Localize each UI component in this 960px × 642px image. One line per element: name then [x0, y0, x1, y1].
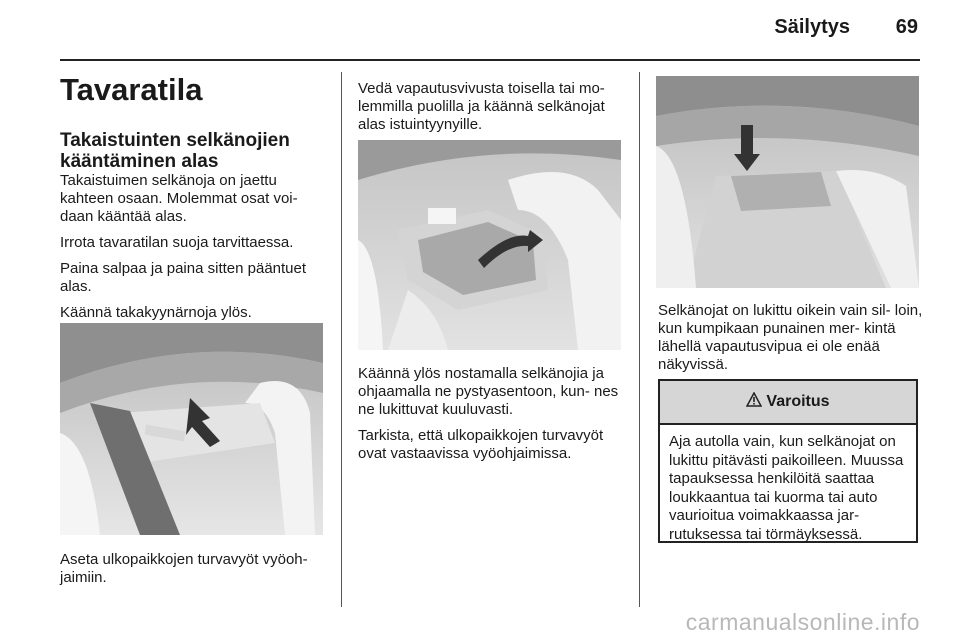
warning-box	[658, 379, 918, 543]
column-2-text-top	[358, 80, 628, 142]
column-divider-1	[341, 72, 342, 607]
illustration-armrest	[60, 323, 323, 535]
column-divider-2	[639, 72, 640, 607]
page-header-title: Säilytys	[774, 16, 850, 38]
warning-triangle-icon	[746, 392, 762, 412]
paragraph: Käännä ylös nostamalla selkänojia ja ohjaamalla ne pystyasentoon, kun- nes ne lukittuvat kuuluvasti.	[358, 365, 619, 418]
paragraph: Paina salpaa ja paina sitten pääntuet alas.	[60, 260, 307, 295]
paragraph: Vedä vapautusvivusta toisella tai mo- lemmilla puolilla ja käännä selkänojat alas istuintyynyille.	[358, 80, 605, 133]
column-1-caption	[60, 551, 330, 595]
warning-text: Aja autolla vain, kun selkänojat on lukittu pitävästi paikoilleen. Muussa tapauksessa henkilöitä saattaa loukkaantua tai kuorma tai auto vaurioitua voimakkaassa jar- rutuksessa tai törmäyksessä.	[669, 433, 904, 543]
page-number: 69	[895, 16, 918, 38]
paragraph: Selkänojat on lukittu oikein vain sil- loin, kun kumpikaan punainen mer- kintä lähellä vapautusvipua ei ole enää näkyvissä.	[658, 302, 923, 373]
illustration-lock-indicator	[656, 76, 919, 288]
section-title: Tavaratila	[60, 72, 203, 107]
column-2-text-bottom	[358, 365, 628, 471]
paragraph: Tarkista, että ulkopaikkojen turvavyöt ovat vastaavissa vyöohjaimissa.	[358, 427, 604, 462]
warning-title: Varoitus	[766, 393, 830, 410]
paragraph: Irrota tavaratilan suoja tarvittaessa.	[60, 234, 294, 251]
column-1-text	[60, 130, 330, 330]
illustration-release-lever	[358, 140, 621, 350]
paragraph: Aseta ulkopaikkojen turvavyöt vyöoh- jaimiin.	[60, 551, 308, 586]
column-3-text	[658, 302, 923, 382]
watermark: carmanualsonline.info	[685, 609, 920, 635]
warning-header	[660, 381, 916, 425]
subsection-title: Takaistuinten selkänojien kääntäminen alas	[60, 130, 290, 172]
header-rule	[60, 59, 920, 61]
paragraph: Takaistuimen selkänoja on jaettu kahteen osaan. Molemmat osat voi- daan kääntää alas.	[60, 172, 298, 225]
paragraph: Käännä takakyynärnoja ylös.	[60, 304, 252, 321]
